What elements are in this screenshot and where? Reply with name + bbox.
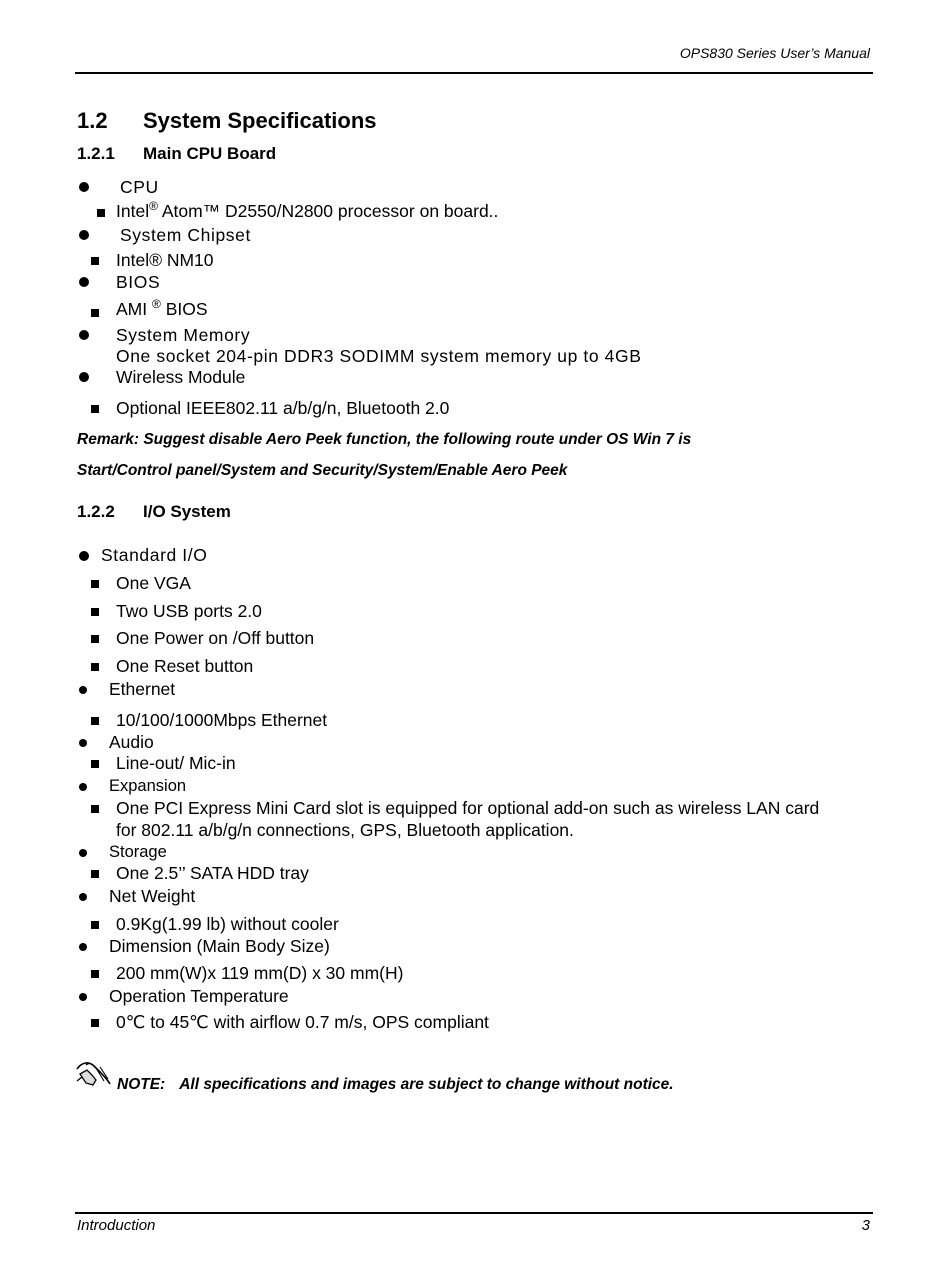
weight-label: Net Weight [109,886,196,906]
wireless-label: Wireless Module [116,367,246,387]
subsection-heading-cpu-board [77,144,276,164]
bios-item-post: BIOS [160,298,208,319]
bios-item-pre: AMI [116,298,152,319]
bullet-square [91,580,99,588]
subsection-number: 1.2.2 [77,502,115,521]
bullet-dot [79,277,89,287]
section-number: 1.2 [77,108,108,133]
standard-io-label: Standard I/O [101,545,208,565]
cpu-item-pre: Intel [116,200,150,221]
section-heading [77,108,377,134]
weight-item: 0.9Kg(1.99 lb) without cooler [116,914,339,934]
storage-label: Storage [109,843,167,861]
bullet-dot [79,551,89,561]
dimension-item: 200 mm(W)x 119 mm(D) x 30 mm(H) [116,963,404,983]
bullet-square [91,608,99,616]
note-hand-icon [74,1057,114,1091]
bullet-dot [79,330,89,340]
bullet-square [91,1019,99,1027]
bios-item [116,297,208,320]
bullet-dot [79,686,87,694]
bullet-square [91,309,99,317]
dimension-label: Dimension (Main Body Size) [109,936,330,956]
temperature-item: 0℃ to 45℃ with airflow 0.7 m/s, OPS compliant [116,1012,489,1032]
chipset-item: Intel® NM10 [116,250,214,270]
bullet-dot [79,849,87,857]
header-title: OPS830 Series User’s Manual [679,45,870,61]
bullet-square [91,805,99,813]
bullet-square [97,209,105,217]
memory-desc: One socket 204-pin DDR3 SODIMM system memory up to 4GB [116,346,642,366]
remark-line2: Start/Control panel/System and Security/System/Enable Aero Peek [77,462,568,479]
bullet-dot [79,893,87,901]
bullet-square [91,717,99,725]
memory-label: System Memory [116,325,251,345]
wireless-item: Optional IEEE802.11 a/b/g/n, Bluetooth 2.0 [116,398,450,418]
bullet-square [91,760,99,768]
standard-io-item: One Reset button [116,656,254,676]
footer-section: Introduction [77,1217,156,1234]
bullet-dot [79,739,87,747]
bullet-dot [79,943,87,951]
standard-io-item: One Power on /Off button [116,628,315,648]
section-title: System Specifications [143,108,377,133]
bullet-square [91,405,99,413]
cpu-label: CPU [120,177,159,197]
expansion-item-line2: for 802.11 a/b/g/n connections, GPS, Bluetooth application. [116,820,574,840]
note-label: NOTE: [117,1076,166,1093]
ethernet-item: 10/100/1000Mbps Ethernet [116,710,328,730]
remark-line1: Remark: Suggest disable Aero Peek function, the following route under OS Win 7 is [77,431,692,448]
cpu-item [116,199,498,222]
bullet-square [91,663,99,671]
audio-label: Audio [109,732,154,752]
bullet-square [91,635,99,643]
bullet-square [91,921,99,929]
bullet-square [91,870,99,878]
note-text: All specifications and images are subject to change without notice. [179,1076,674,1093]
chipset-label: System Chipset [120,225,251,245]
cpu-item-post: Atom™ D2550/N2800 processor on board.. [157,200,499,221]
footer-rule [75,1212,873,1214]
audio-item: Line-out/ Mic-in [116,753,236,773]
subsection-title: I/O System [143,502,231,521]
note [117,1076,674,1094]
subsection-title: Main CPU Board [143,144,277,163]
expansion-item-line1: One PCI Express Mini Card slot is equipped for optional add-on such as wireless LAN card [116,798,820,818]
bios-label: BIOS [116,272,161,292]
bullet-dot [79,230,89,240]
subsection-heading-io [77,502,231,522]
standard-io-item: Two USB ports 2.0 [116,601,262,621]
storage-item: One 2.5’’ SATA HDD tray [116,863,309,883]
expansion-label: Expansion [109,777,187,795]
footer-page-number: 3 [861,1217,870,1234]
bullet-dot [79,372,89,382]
temperature-label: Operation Temperature [109,986,289,1006]
bullet-dot [79,182,89,192]
bullet-square [91,970,99,978]
bullet-dot [79,993,87,1001]
bullet-square [91,257,99,265]
ethernet-label: Ethernet [109,679,176,699]
header-rule [75,72,873,74]
bullet-dot [79,783,87,791]
registered-mark: ® [149,199,158,213]
subsection-number: 1.2.1 [77,144,115,163]
standard-io-item: One VGA [116,573,191,593]
registered-mark: ® [151,297,161,311]
